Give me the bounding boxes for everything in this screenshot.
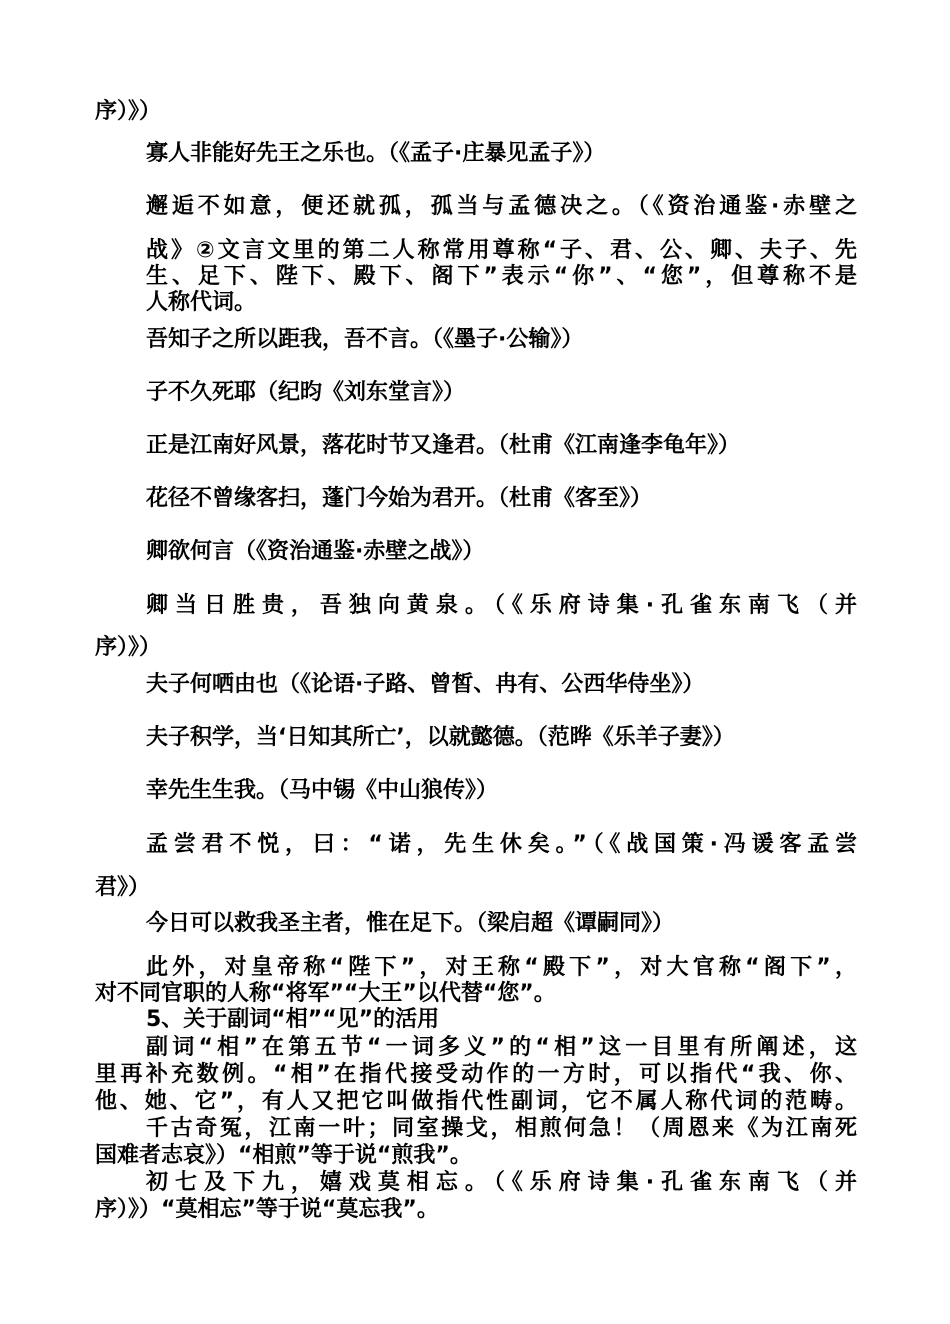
- text-line: 卿当日胜贵，吾独向黄泉。（《乐府诗集·孔雀东南飞（并: [146, 593, 857, 618]
- text-line: 花径不曾缘客扫，蓬门今始为君开。（杜甫《客至》）: [146, 486, 653, 511]
- text-line: 君》）: [95, 875, 151, 900]
- text-line: 副词“相”在第五节“一词多义”的“相”这一目里有所阐述，这: [146, 1035, 857, 1060]
- text-line: 序）》）“莫相忘”等于说“莫忘我”。: [95, 1197, 439, 1222]
- text-line: 幸先生生我。（马中锡《中山狼传》）: [146, 778, 499, 803]
- text-line: 国难者志哀》）“相煎”等于说“煎我”。: [95, 1143, 472, 1168]
- text-line: 他、她、它”，有人又把它叫做指代性副词，它不属人称代词的范畴。: [95, 1089, 857, 1114]
- text-line: 初七及下九，嬉戏莫相忘。（《乐府诗集·孔雀东南飞（并: [146, 1170, 857, 1195]
- text-line: 吾知子之所以距我，吾不言。（《墨子·公输》）: [146, 327, 584, 352]
- text-line: 今日可以救我圣主者，惟在足下。（梁启超《谭嗣同》）: [146, 911, 675, 936]
- text-line: 战》②文言文里的第二人称常用尊称“子、君、公、卿、夫子、先: [146, 238, 857, 263]
- text-line: 序）》）: [95, 635, 162, 660]
- text-line: 夫子积学，当‘日知其所亡’，以就懿德。（范晔《乐羊子妻》）: [146, 725, 735, 750]
- text-line: 卿欲何言（《资治通鉴·赤壁之战》）: [146, 539, 485, 564]
- text-line: 序）》）: [95, 99, 162, 124]
- text-line: 寡人非能好先王之乐也。（《孟子·庄暴见孟子》）: [146, 141, 606, 166]
- text-line: 对不同官职的人称“将军”“大王”以代替“您”。: [95, 981, 556, 1006]
- text-line: 邂逅不如意，便还就孤，孤当与孟德决之。（《资治通鉴·赤壁之: [146, 194, 857, 219]
- text-line: 正是江南好风景，落花时节又逢君。（杜甫《江南逢李龟年》）: [146, 433, 741, 458]
- text-line: 人称代词。: [146, 290, 257, 315]
- text-line: 夫子何哂由也（《论语·子路、曾皙、冉有、公西华侍坐》）: [146, 672, 705, 697]
- text-line: 生、足下、陛下、殿下、阁下”表示“你”、“您”，但尊称不是: [146, 264, 857, 289]
- text-line: 千古奇冤，江南一叶；同室操戈，相煎何急！（周恩来《为江南死: [146, 1116, 857, 1141]
- text-line: 孟尝君不悦，曰：“诺，先生休矣。”（《战国策·冯谖客孟尝: [146, 832, 857, 857]
- text-line: 此外，对皇帝称“陛下”，对王称“殿下”，对大官称“阁下”，: [146, 955, 857, 980]
- text-line: 子不久死耶（纪昀《刘东堂言》）: [146, 380, 466, 405]
- section-heading: 5、关于副词“相”“见”的活用: [146, 1007, 440, 1032]
- text-line: 里再补充数例。“相”在指代接受动作的一方时，可以指代“我、你、: [95, 1062, 857, 1087]
